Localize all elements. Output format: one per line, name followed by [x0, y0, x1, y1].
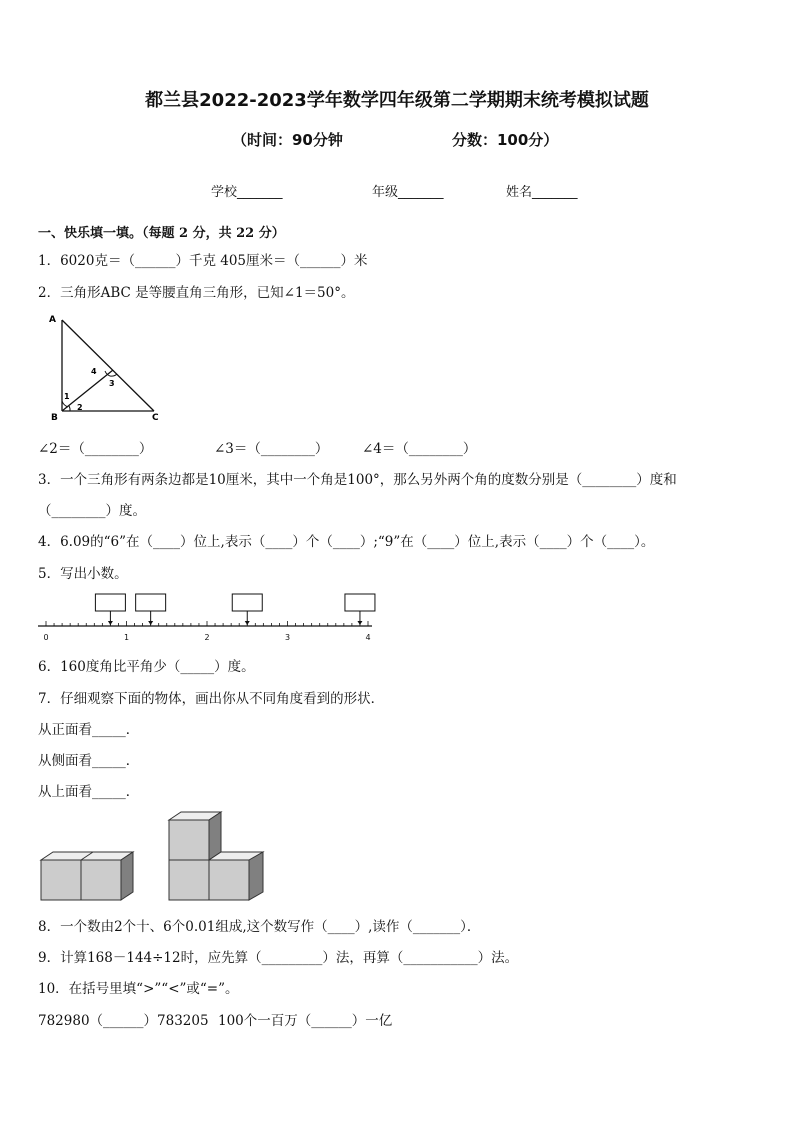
section-heading: 一、快乐填一填。（每题 2 分，共 22 分） — [38, 226, 285, 241]
number-line-tick-label: 2 — [204, 633, 210, 642]
number-line-tick-label: 1 — [123, 633, 130, 642]
name-field: 姓名_______ — [506, 185, 578, 200]
number-line-tick-label: 4 — [365, 633, 371, 642]
question-7-side-view: 从侧面看_____． — [38, 753, 140, 769]
question-2-answer-3: ∠3＝（________） — [214, 441, 329, 457]
question-3-line-1: 3．一个三角形有两条边都是10厘米，其中一个角是100°，那么另外两个角的度数分别是（________）度和 — [38, 472, 677, 488]
school-field: 学校_______ — [211, 185, 283, 200]
question-3-line-2: （________）度。 — [38, 503, 146, 519]
triangle-diagram — [44, 310, 174, 425]
pointer-arrowhead — [148, 621, 153, 625]
pointer-arrowhead — [108, 621, 113, 625]
question-8: 8．一个数由2个十、6个0.01组成,这个数写作（____）,读作（_______）． — [38, 919, 481, 935]
cubes-figure — [38, 812, 268, 904]
cube-side-face — [249, 852, 263, 900]
grade-field: 年级_______ — [372, 185, 444, 200]
question-2-answer-4: ∠4＝（________） — [362, 441, 477, 457]
question-7: 7．仔细观察下面的物体，画出你从不同角度看到的形状． — [38, 691, 385, 707]
number-line-tick-label: 0 — [43, 633, 49, 642]
question-9: 9．计算168－144÷12时，应先算（_________）法，再算（___________）法。 — [38, 950, 519, 966]
cube-front-face — [41, 860, 81, 900]
vertex-b-label: B — [51, 413, 58, 423]
question-2-answer-2: ∠2＝（________） — [38, 441, 153, 457]
angle-2-label: 2 — [77, 403, 83, 412]
answer-box — [95, 594, 125, 611]
question-2: 2．三角形ABC 是等腰直角三角形，已知∠1＝50°。 — [38, 285, 355, 301]
question-7-top-view: 从上面看_____． — [38, 784, 140, 800]
cube-front-face — [169, 820, 209, 860]
vertex-c-label: C — [152, 413, 159, 423]
exam-time: （时间：90分钟 — [232, 131, 343, 149]
question-5: 5．写出小数。 — [38, 566, 128, 582]
pointer-arrowhead — [245, 621, 250, 625]
answer-box — [136, 594, 166, 611]
cube-front-face — [169, 860, 209, 900]
angle-3-label: 3 — [109, 379, 115, 388]
number-line-tick-label: 3 — [284, 633, 291, 642]
exam-title: 都兰县2022-2023学年数学四年级第二学期期末统考模拟试题 — [145, 90, 649, 111]
question-7-front-view: 从正面看_____． — [38, 722, 140, 738]
answer-box — [232, 594, 262, 611]
angle-4-label: 4 — [91, 367, 97, 376]
vertex-a-label: A — [49, 315, 56, 325]
question-10: 10．在括号里填“>”“<”或“=”。 — [38, 981, 239, 997]
question-6: 6．160度角比平角少（_____）度。 — [38, 659, 255, 675]
question-10-part-b: 100个一百万（______）一亿 — [218, 1013, 393, 1029]
cube-side-face — [121, 852, 133, 900]
question-1: 1．6020克＝（______）千克 405厘米＝（______）米 — [38, 253, 368, 269]
question-10-part-a: 782980（______）783205 — [38, 1013, 209, 1029]
question-4: 4．6.09的“6”在（____）位上,表示（____）个（____）;“9”在（____）位上,表示（____）个（____）。 — [38, 534, 655, 550]
pointer-arrowhead — [357, 621, 362, 625]
cube-front-face — [81, 860, 121, 900]
exam-score: 分数：100分） — [452, 131, 559, 149]
angle-1-label: 1 — [64, 392, 70, 401]
cube-front-face — [209, 860, 249, 900]
answer-box — [345, 594, 375, 611]
number-line — [0, 590, 400, 646]
